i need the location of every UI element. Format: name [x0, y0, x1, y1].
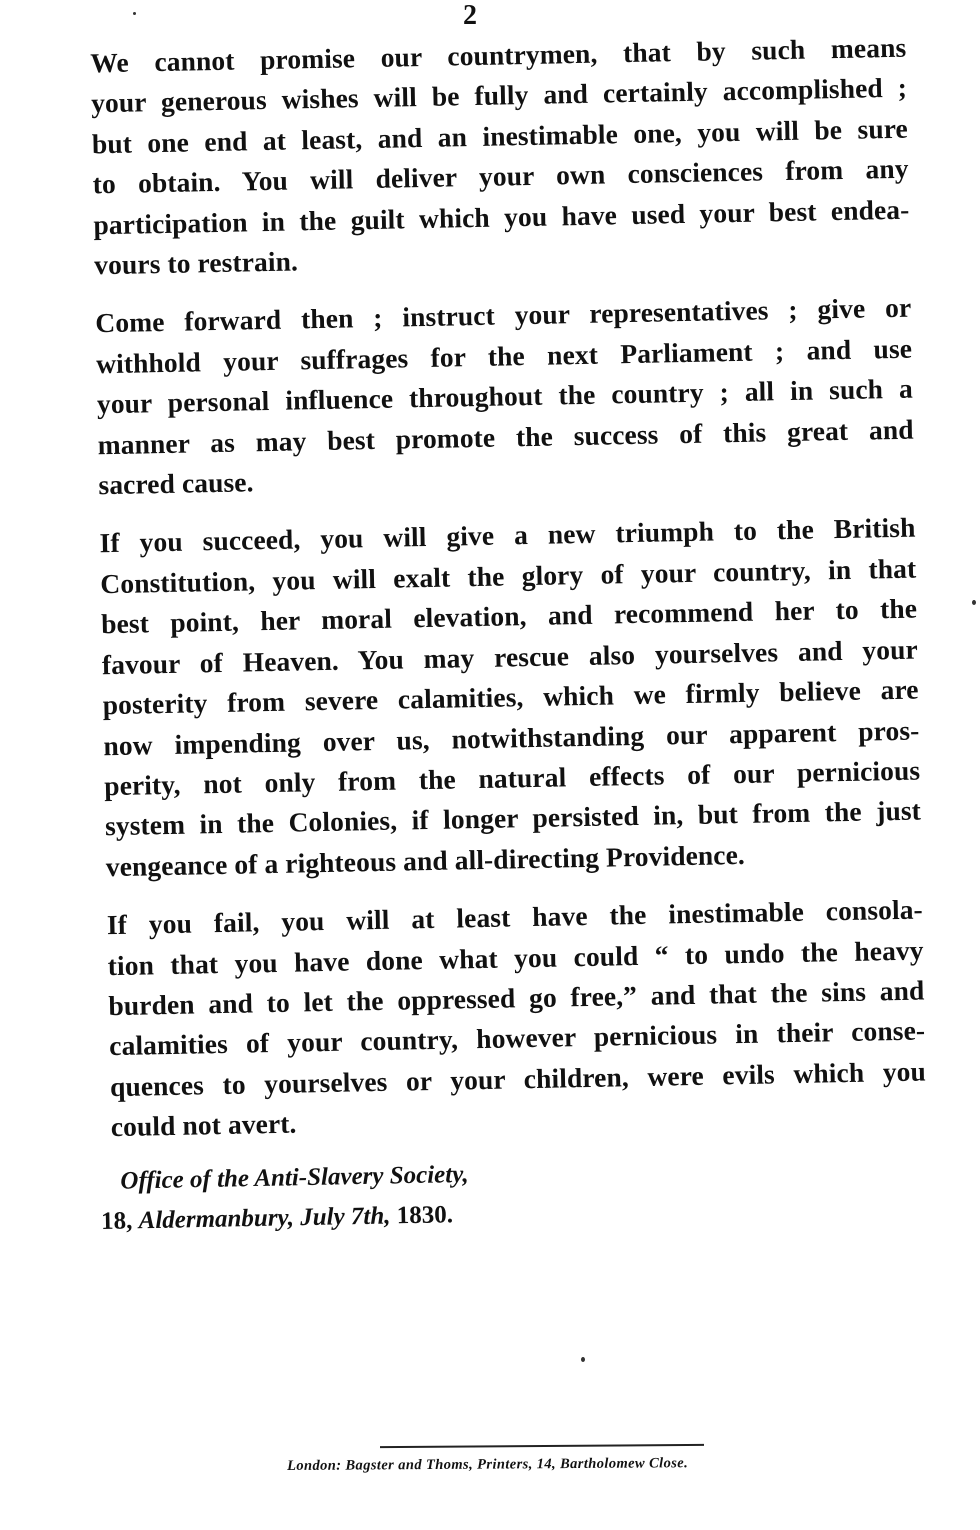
text-line: We cannot promise our countrymen, that by such means — [90, 31, 907, 79]
signature-office: Office of the Anti-Slavery Society, — [120, 1160, 469, 1195]
text-line: withhold your suffrages for the next Parliament ; and use — [95, 332, 913, 380]
signature-number: 18, — [100, 1207, 133, 1235]
text-line: tion that you have done what you could “ to undo the heavy — [107, 934, 924, 981]
text-line: Come forward then ; instruct your representatives ; give or — [95, 292, 912, 339]
text-line: favour of Heaven. You may rescue also yourselves and your — [101, 633, 919, 680]
scan-speck — [133, 12, 136, 15]
signature-address — [101, 1195, 470, 1242]
text-line: vours to restrain. — [93, 245, 299, 281]
text-line: If you fail, you will at least have the inestimable consola- — [106, 893, 924, 941]
paragraph — [61, 288, 915, 506]
signature-date: July 7th, — [299, 1202, 391, 1232]
paragraph — [65, 508, 922, 888]
text-line: manner as may best promote the success of this great and — [97, 413, 914, 460]
text-line: calamities of your country, however pernicious in their conse- — [108, 1014, 926, 1062]
text-line: participation in the guilt which you have used your best endea- — [93, 193, 910, 240]
text-line: If you succeed, you will give a new triumph to the British — [99, 512, 916, 559]
text-line: your generous wishes will be fully and certainly accomplished ; — [90, 72, 908, 119]
signature-block — [100, 1155, 470, 1242]
scan-speck — [581, 1357, 585, 1362]
text-line: posterity from severe calamities, which we firmly believe are — [102, 673, 919, 721]
scan-speck — [972, 600, 976, 605]
body-text — [56, 28, 927, 1167]
text-line: sacred cause. — [98, 466, 254, 501]
text-line: system in the Colonies, if longer persisted in, but from the just — [104, 794, 922, 842]
text-line: but one end at least, and an inestimable one, you will be sure — [91, 112, 909, 160]
text-line: could not avert. — [110, 1107, 297, 1143]
text-line: quences to yourselves or your children, were evils which you — [109, 1055, 927, 1102]
text-line: to obtain. You will deliver your own consciences from any — [92, 152, 909, 200]
page-number: 2 — [463, 0, 477, 31]
text-line: Constitution, you will exalt the glory of your country, in that — [100, 552, 917, 600]
text-line: perity, not only from the natural effects of our pernicious — [103, 754, 921, 802]
signature-street: Aldermanbury, — [138, 1204, 295, 1235]
text-line: best point, her moral elevation, and recommend her to the — [100, 592, 918, 640]
text-line: now impending over us, notwithstanding our apparent pros- — [103, 714, 920, 761]
paragraph — [73, 890, 927, 1149]
footer-rule — [380, 1444, 704, 1448]
printer-imprint: London: Bagster and Thoms, Printers, 14, Bartholomew Close. — [287, 1455, 689, 1474]
paragraph — [56, 28, 910, 287]
text-line: burden and to let the oppressed go free,” and that the sins and — [108, 974, 925, 1022]
signature-year: 1830. — [396, 1201, 454, 1230]
text-line: vengeance of a righteous and all-directing Providence. — [105, 838, 746, 882]
text-line: your personal influence throughout the country ; all in such a — [96, 372, 914, 420]
